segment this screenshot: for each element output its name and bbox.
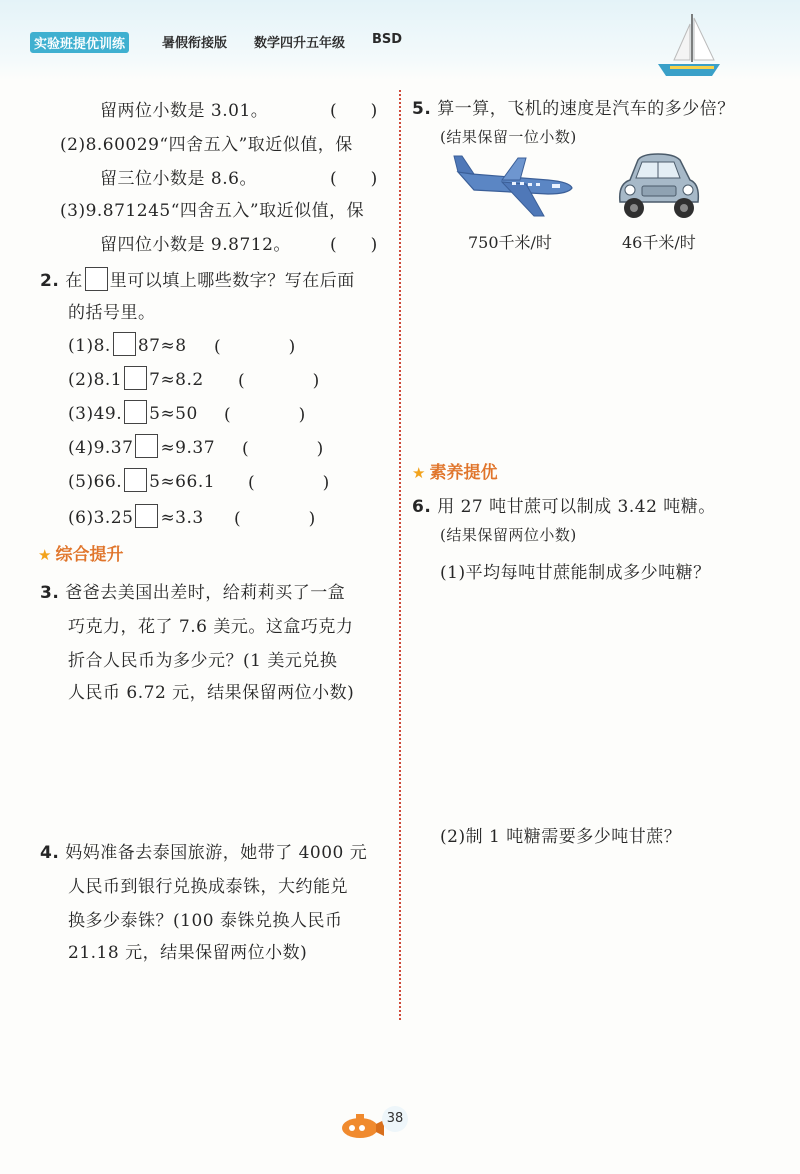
star-icon: ★ — [412, 464, 426, 482]
blank-box[interactable] — [135, 504, 158, 528]
submarine-icon — [338, 1110, 386, 1140]
series-title: 实验班提优训练 — [30, 32, 129, 53]
q1-line: 留三位小数是 8.6。 — [100, 169, 257, 189]
q6-note: (结果保留两位小数) — [440, 526, 577, 544]
answer-paren[interactable]: ( ) — [242, 439, 324, 459]
section-heading: ★ 综合提升 — [38, 545, 124, 565]
section-heading: ★ 素养提优 — [412, 463, 498, 483]
question-number: 2. — [40, 271, 60, 291]
q2-item: (1)8. 87≈8 — [68, 332, 187, 356]
sailboat-icon — [640, 10, 730, 82]
blank-box[interactable] — [124, 468, 147, 492]
q3-line: 3. 爸爸去美国出差时，给莉莉买了一盒 — [40, 583, 346, 603]
question-number: 3. — [40, 583, 60, 603]
q1-line: (2)8.60029“四舍五入”取近似值，保 — [60, 135, 353, 155]
q2-item: (5)66. 5≈66.1 — [68, 468, 215, 492]
blank-box[interactable] — [85, 267, 108, 291]
plane-speed: 750千米/时 — [468, 233, 552, 252]
answer-paren[interactable]: ( ) — [234, 509, 316, 529]
q6-sub1: (1)平均每吨甘蔗能制成多少吨糖？ — [440, 563, 711, 583]
answer-paren[interactable]: ( ) — [248, 473, 330, 493]
q5-line: 5. 算一算，飞机的速度是汽车的多少倍？ — [412, 99, 735, 119]
q2-text: 在 — [65, 271, 83, 291]
q2-text: 里可以填上哪些数字？写在后面 — [109, 271, 355, 291]
q4-line: 人民币到银行兑换成泰铢，大约能兑 — [68, 877, 348, 897]
q2-item: (2)8.1 7≈8.2 — [68, 366, 204, 390]
airplane-icon — [452, 150, 578, 220]
answer-paren[interactable]: ( ) — [330, 169, 378, 189]
q1-line: 留四位小数是 9.8712。 — [100, 235, 291, 255]
q4-line: 21.18 元，结果保留两位小数) — [68, 943, 308, 963]
blank-box[interactable] — [135, 434, 158, 458]
edition-label: 暑假衔接版 — [162, 36, 228, 51]
star-icon: ★ — [38, 546, 52, 564]
q3-line: 人民币 6.72 元，结果保留两位小数) — [68, 683, 355, 703]
q4-line: 换多少泰铢？(100 泰铢兑换人民币 — [68, 911, 343, 931]
q2-item: (3)49. 5≈50 — [68, 400, 198, 424]
q2-item: (4)9.37 ≈9.37 — [68, 434, 215, 458]
q5-note: (结果保留一位小数) — [440, 128, 577, 146]
q1-line: (3)9.871245“四舍五入”取近似值，保 — [60, 201, 365, 221]
question-number: 4. — [40, 843, 60, 863]
q1-line: 留两位小数是 3.01。 — [100, 101, 269, 121]
car-speed: 46千米/时 — [622, 233, 696, 252]
q2-text: 的括号里。 — [68, 303, 156, 323]
subject-label: 数学四升五年级 — [254, 36, 346, 51]
blank-box[interactable] — [124, 366, 147, 390]
q4-line: 4. 妈妈准备去泰国旅游，她带了 4000 元 — [40, 843, 368, 863]
edition-code: BSD — [372, 32, 403, 47]
column-divider — [399, 90, 401, 1020]
question-number: 6. — [412, 497, 432, 517]
page-header — [0, 0, 800, 80]
q2-item: (6)3.25 ≈3.3 — [68, 504, 204, 528]
q6-sub2: (2)制 1 吨糖需要多少吨甘蔗？ — [440, 827, 682, 847]
blank-box[interactable] — [113, 332, 136, 356]
answer-paren[interactable]: ( ) — [224, 405, 306, 425]
answer-paren[interactable]: ( ) — [238, 371, 320, 391]
q2-prompt — [40, 266, 355, 291]
car-icon — [612, 150, 704, 222]
answer-paren[interactable]: ( ) — [214, 337, 296, 357]
answer-paren[interactable]: ( ) — [330, 235, 378, 255]
q3-line: 折合人民币为多少元？(1 美元兑换 — [68, 651, 338, 671]
blank-box[interactable] — [124, 400, 147, 424]
q3-line: 巧克力，花了 7.6 美元。这盒巧克力 — [68, 617, 354, 637]
page-number: 38 — [382, 1106, 408, 1132]
question-number: 5. — [412, 99, 432, 119]
q6-line: 6. 用 27 吨甘蔗可以制成 3.42 吨糖。 — [412, 497, 716, 517]
answer-paren[interactable]: ( ) — [330, 101, 378, 121]
